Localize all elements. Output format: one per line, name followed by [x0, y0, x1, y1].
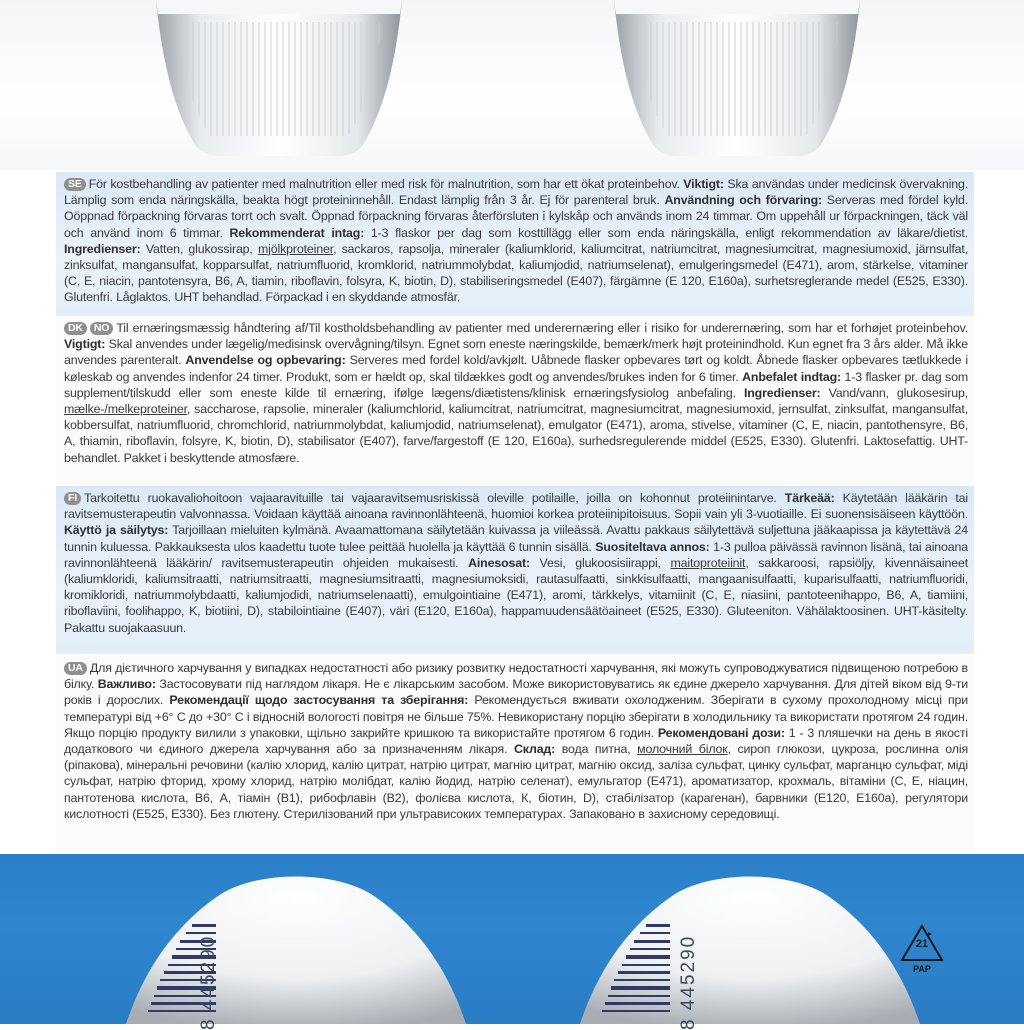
fi-heading-ingredients: Ainesosat:: [468, 555, 530, 570]
fi-important-text: Käytetään lääkärin tai ravitsemusterapeutin valvonnassa. Voidaan käyttää ainoana ravinnonlähteenä, huomioi korkea proteiinipitoisuus. Sopii vain yli 3-vuotiaille. Ei suonensisäiseen käyttöön.: [64, 491, 969, 522]
ua-heading-ingredients: Склад:: [513, 742, 556, 757]
ua-dose-text: 1 - 3 пляшечки на день в якості додаткового чи єдиного джерела харчування або за призначенням лікаря.: [64, 725, 968, 757]
dk-important-text: Skal anvendes under lægelig/medisinsk overvågning/tilsyn. Egnet som eneste næringskilde, bemærk/merk højt proteinindhold. Kun egnet fra 3 års alder. Må ikke anvendes parenteralt.: [64, 337, 969, 368]
dk-usage-text: Serveres med fordel kold/avkjølt. Uåbnede flasker opbevares tørt og koldt. Åbnede flasker opbevares tætlukkede i køleskab og anvendes indenfor 24 timer. Produkt, som er hældt op, skal tildækkes godt og anvendes/brukes inden for 6 timer.: [64, 353, 969, 384]
ua-usage-text: Рекомендується вживати охолодженим. Зберігати в сухому прохолодному місці при температурі від +6° С до +30° С і відносній вологості повітря не більше 75%. Невикористану порцію зберігати в холодильнику та використати протягом 24 годин. Якщо порцію продукту вилили з упаковки, щільно закрийте кришкою та використайте протягом 6 годин.: [64, 693, 969, 740]
fi-intro: Tarkoitettu ruokavaliohoitoon vajaaravituille tai vajaaravitsemusriskissä oleville potilaille, joilla on kohonnut proteiinintarve.: [84, 491, 777, 505]
dk-ingredients-start: Vand/vann, glukosesirup,: [828, 385, 968, 400]
fi-heading-usage: Käyttö ja säilytys:: [64, 523, 169, 538]
dk-allergen: mælke-/melkeproteiner: [64, 402, 187, 417]
bottle-top-left: [126, 862, 466, 1024]
dk-heading-important: Vigtigt:: [64, 337, 106, 352]
dk-heading-ingredients: Ingredienser:: [743, 385, 821, 400]
ua-important-text: Застосовувати під наглядом лікаря. Не є лікарським засобом. Може використовуватись як єдине джерело харчування. Для дітей віком від 9-ти років і дорослих.: [64, 677, 969, 708]
recycling-code: PAP: [913, 964, 931, 974]
lang-badge-no: NO: [90, 322, 113, 335]
fi-usage-text: Tarjoillaan mieluiten kylmänä. Avaamattomana säilytetään kuivassa ja viileässä. Avattu pakkaus säilytettävä suljettuna jääkaapissa ja käytettävä 24 tunnin kuluessa. Pakkauksesta ulos kaadettu tuote tulee peittää huolella ja käyttää 6 tunnin sisällä.: [64, 523, 968, 554]
dk-dose-text: 1-3 flasker pr. dag som supplement/tilskudd eller som eneste kilde til ernæring, ifølge lægens/diætistens/klinisk ernæringsfysiolog anbefaling.: [64, 369, 969, 400]
se-heading-ingredients: Ingredienser:: [64, 241, 141, 256]
bottle-top-right: [580, 862, 920, 1024]
lang-badge-dk: DK: [64, 322, 87, 335]
lang-badge-fi: FI: [64, 492, 81, 505]
lang-badge-se: SE: [64, 178, 86, 191]
ua-heading-usage: Рекомендації щодо застосування та зберігання:: [169, 693, 469, 708]
barcode-digits-left: 8 445290: [198, 934, 219, 1030]
se-heading-usage: Användning och förvaring:: [664, 193, 822, 208]
ua-allergen: молочний білок: [637, 742, 728, 757]
recycling-pap-mark: [898, 922, 946, 978]
se-intro: För kostbehandling av patienter med malnutrition eller med risk för malnutrition, som har ett ökat proteinbehov.: [88, 177, 680, 191]
dk-ingredients-rest: , saccharose, rapsolie, mineraler (kaliumchlorid, kaliumcitrat, natriumcitrat, magnesiumcitrat, magnesiumoxid, jernsulfat, zinksulfat, mangansulfat, kobbersulfat, natriumfluorid, chromchlorid, natriummolybdat, kaliumjodid, natriumselenat), emulgator (E471), aroma, stivelse, vitaminer (C, E, niacin, pantothensyre, B6, A, thiamin, riboflavin, folsyre, K, biotin, D), stabilisator (E407), farve/fargestoff (E 120, E160a), surhedsregulerende middel (E525, E330). Glutenfri. Laktosefattig. UHT-behandlet. Pakket i beskyttende atmosfære.: [64, 402, 968, 465]
se-heading-important: Viktigt:: [683, 177, 724, 191]
label-panel-fi: [56, 486, 974, 654]
fi-ingredients-start: Vesi, glukoosisiirappi,: [539, 555, 661, 570]
bottle-base-right: [606, 0, 868, 158]
se-ingredients-rest: , sackaros, rapsolja, mineraler (kaliumklorid, kaliumcitrat, natriumcitrat, magnesiumcitrat, magnesiumoxid, järnsulfat, zinksulfat, mangansulfat, kopparsulfat, natriumfluorid, kromklorid, natriummolybdat, kaliumjodid, natriumselenat), emulgeringsmedel (E471), arom, stärkelse, vitaminer (C, E, niacin, pantotensyra, B6, A, tiamin, riboflavin, folsyra, K, biotin, D), stabiliseringsmedel (E407), färgämne (E 120, E160a), surhetsreglerande medel (E525, E330). Glutenfri. Låglaktos. UHT behandlad. Förpackad i en skyddande atmosfär.: [64, 241, 969, 305]
ua-ingredients-rest: , сироп глюкози, цукроза, рослинна олія (ріпакова), мінеральні речовини (калію хлорид, калію цитрат, натрію цитрат, магнію цитрат, магнію оксид, заліза сульфат, цинку сульфат, марганцю сульфат, міді сульфат, натрію фторид, хрому хлорид, натрію молібдат, калію йодид, натрію селенат), емульгатор (Е471), ароматизатор, крохмаль, вітаміни (С, Е, ніацин, пантотенова кислота, В6, А, тіамін (В1), рибофлавін (В2), фолієва кислота, К, біотин, D), стабілізатор (карагенан), барвники (Е120, Е160а), регулятори кислотності (Е525, Е330). Без глютену. Стерилізований при ультрависоких температурах. Запаковано в захисному середовищі.: [64, 742, 969, 821]
lang-badge-ua: UA: [64, 662, 87, 675]
recycling-number: 21: [915, 938, 929, 950]
fi-allergen: maitoproteiinit: [670, 555, 746, 570]
label-panel-ua: [56, 656, 974, 852]
se-usage-text: Serveras med fördel kyld. Oöppnad förpackning förvaras torrt och svalt. Öppnad förpackning förvaras återförsluten i kylskåp och används inom 24 timmar. Om uppehåll ur förpackningen, täck väl och använd inom 6 timmar.: [64, 193, 969, 240]
label-panel-se: [56, 172, 974, 316]
se-dose-text: 1-3 flaskor per dag som kosttillägg eller som enda näringskälla, enligt rekommendation av läkare/dietist.: [370, 225, 968, 240]
se-ingredients-start: Vatten, glukossirap,: [145, 241, 253, 256]
bottle-base-left: [148, 0, 410, 158]
fi-dose-text: 1-3 pulloa päivässä ravinnon lisänä, tai ainoana ravinnonlähteenä lääkärin/ ravitsemusterapeutin ohjeiden mukaisesti.: [64, 539, 969, 570]
dk-heading-dose: Anbefalet indtag:: [742, 369, 841, 384]
label-panel-dk-no: [56, 316, 974, 486]
ua-ingredients-start: вода питна,: [561, 742, 631, 757]
ua-heading-important: Важливо:: [97, 677, 156, 692]
ua-intro: Для дієтичного харчування у випадках недостатності або ризику розвитку недостатності харчування, які можуть супроводжуватися підвищеною потребою в білку.: [64, 661, 968, 692]
dk-heading-usage: Anvendelse og opbevaring:: [185, 353, 346, 368]
ua-heading-dose: Рекомендовані дози:: [657, 725, 785, 740]
fi-ingredients-rest: , sakkaroosi, rapsiöljy, kivennäisaineet (kaliumkloridi, kaliumsitraatti, natriumsitraatti, magnesiumsitraatti, magnesiumoksidi, rautasulfaatti, sinkkisulfaatti, mangaanisulfaatti, kuparisulfaatti, natriumfluoridi, kromikloridi, natriummolybdaatti, kaliumjodidi, natriumselenaatti), emulgointiaine (E471), aromi, tärkkelys, vitamiinit (C, E, niasiini, pantoteenihappo, B6, A, tiamiini, riboflaviini, foolihappo, K, biotiini, D), stabilointiaine (E407), väri (E120, E160a), happamuudensäätöaineet (E525, E330). Gluteeniton. Vähälaktoosinen. UHT-käsitelty. Pakattu suojakaasuun.: [64, 555, 969, 635]
fi-heading-important: Tärkeää:: [784, 491, 835, 505]
se-heading-dose: Rekommenderat intag:: [229, 225, 365, 240]
dk-intro: Til ernæringsmæssig håndtering af/Til kostholdsbehandling av patienter med underernæring eller i risiko for underernæring, som har et forhøjet proteinbehov.: [116, 321, 968, 335]
fi-heading-dose: Suositeltava annos:: [595, 539, 710, 554]
se-important-text: Ska användas under medicinsk övervakning. Lämplig som enda näringskälla, beakta högt proteininnehåll. Endast lämplig från 3 år. Ej för parenteral bruk.: [64, 177, 969, 208]
barcode-digits-right: 8 445290: [678, 934, 699, 1030]
se-allergen: mjölkproteiner: [258, 241, 334, 256]
